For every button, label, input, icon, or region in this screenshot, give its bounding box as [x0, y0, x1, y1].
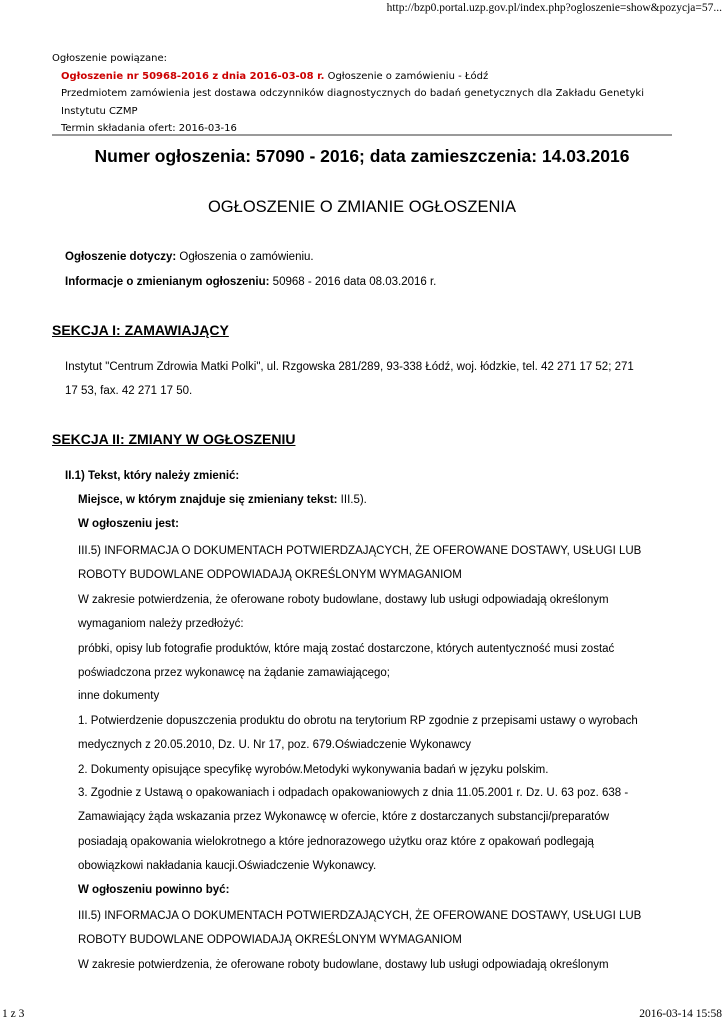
- section-1-heading: SEKCJA I: ZAMAWIAJĄCY: [52, 322, 229, 338]
- related-label: Ogłoszenie powiązane:: [52, 53, 168, 64]
- concerns-label: Ogłoszenie dotyczy:: [65, 251, 177, 263]
- related-subject-line-2: Instytutu CZMP: [61, 105, 138, 117]
- related-link-suffix: Ogłoszenie o zamówieniu - Łódź: [324, 70, 489, 82]
- is-line: medycznych z 20.05.2010, Dz. U. Nr 17, poz. 679.Oświadczenie Wykonawcy: [78, 739, 471, 751]
- related-link-row: [52, 68, 682, 86]
- should-line: W zakresie potwierdzenia, że oferowane roboty budowlane, dostawy lub usługi odpowiadają określonym: [78, 959, 609, 971]
- is-line: posiadają opakowania wielokrotnego a które jednorazowego użytku oraz które z opakowań podlegają: [78, 836, 594, 848]
- should-line: ROBOTY BUDOWLANE ODPOWIADAJĄ OKREŚLONYM WYMAGANIOM: [78, 934, 462, 946]
- is-line: poświadczona przez wykonawcę na żądanie zamawiającego;: [78, 667, 390, 679]
- is-line: inne dokumenty: [78, 690, 160, 702]
- notice-title: OGŁOSZENIE O ZMIANIE OGŁOSZENIA: [207, 198, 517, 216]
- related-notice: [52, 50, 682, 138]
- is-line: 2. Dokumenty opisujące specyfikę wyrobów.Metodyki wykonywania badań w języku polskim.: [78, 764, 549, 776]
- is-line: W zakresie potwierdzenia, że oferowane roboty budowlane, dostawy lub usługi odpowiadają określonym: [78, 594, 609, 606]
- related-notice-link[interactable]: Ogłoszenie nr 50968-2016 z dnia 2016-03-08 r.: [61, 70, 325, 82]
- section-1-line-1: Instytut "Centrum Zdrowia Matki Polki", ul. Rzgowska 281/289, 93-338 Łódź, woj. łódzkie, tel. 42 271 17 52; 271: [65, 361, 634, 373]
- page-counter: 1 z 3: [2, 1008, 25, 1020]
- is-line: III.5) INFORMACJA O DOKUMENTACH POTWIERDZAJĄCYCH, ŻE OFEROWANE DOSTAWY, USŁUGI LUB: [78, 545, 642, 557]
- related-subject-line-1: Przedmiotem zamówienia jest dostawa odczynników diagnostycznych do badań genetycznych dla Zakładu Genetyki: [61, 88, 644, 99]
- is-line: ROBOTY BUDOWLANE ODPOWIADAJĄ OKREŚLONYM WYMAGANIOM: [78, 569, 462, 581]
- info-label: Informacje o zmienianym ogłoszeniu:: [65, 276, 270, 288]
- place-label: Miejsce, w którym znajduje się zmieniany tekst:: [78, 494, 338, 506]
- is-label: W ogłoszeniu jest:: [78, 518, 179, 530]
- concerns-row: [65, 251, 314, 263]
- concerns-value: Ogłoszenia o zamówieniu.: [176, 251, 314, 263]
- notice-number: Numer ogłoszenia: 57090 - 2016; data zamieszczenia: 14.03.2016: [94, 146, 630, 166]
- page-url: http://bzp0.portal.uzp.gov.pl/index.php?ogloszenie=show&pozycja=57...: [386, 2, 722, 14]
- is-line: wymaganiom należy przedłożyć:: [78, 618, 244, 630]
- is-line: Zamawiający żąda wskazania przez Wykonawcę w ofercie, które z dostarczanych substancji/preparatów: [78, 811, 610, 823]
- is-line: próbki, opisy lub fotografie produktów, które mają zostać dostarczone, których autentyczność musi zostać: [78, 643, 615, 655]
- info-row: [65, 276, 436, 288]
- print-timestamp: 2016-03-14 15:58: [639, 1008, 722, 1020]
- section-2-heading: SEKCJA II: ZMIANY W OGŁOSZENIU: [52, 431, 296, 447]
- should-label: W ogłoszeniu powinno być:: [78, 884, 230, 896]
- section-2-sub-heading: II.1) Tekst, który należy zmienić:: [65, 470, 240, 482]
- should-line: III.5) INFORMACJA O DOKUMENTACH POTWIERDZAJĄCYCH, ŻE OFEROWANE DOSTAWY, USŁUGI LUB: [78, 910, 642, 922]
- is-line: obowiązkowi nakładania kaucji.Oświadczenie Wykonawcy.: [78, 860, 377, 872]
- place-value: III.5).: [337, 494, 367, 506]
- info-value: 50968 - 2016 data 08.03.2016 r.: [269, 276, 437, 288]
- divider: [52, 134, 672, 136]
- is-line: 1. Potwierdzenie dopuszczenia produktu do obrotu na terytorium RP zgodnie z przepisami ustawy o wyrobach: [78, 715, 638, 727]
- section-1-line-2: 17 53, fax. 42 271 17 50.: [65, 385, 193, 397]
- is-line: 3. Zgodnie z Ustawą o opakowaniach i odpadach opakowaniowych z dnia 11.05.2001 r. Dz. U. 63 poz. 638 -: [78, 787, 629, 799]
- related-deadline: Termin składania ofert: 2016-03-16: [61, 123, 237, 134]
- place-row: [78, 494, 367, 506]
